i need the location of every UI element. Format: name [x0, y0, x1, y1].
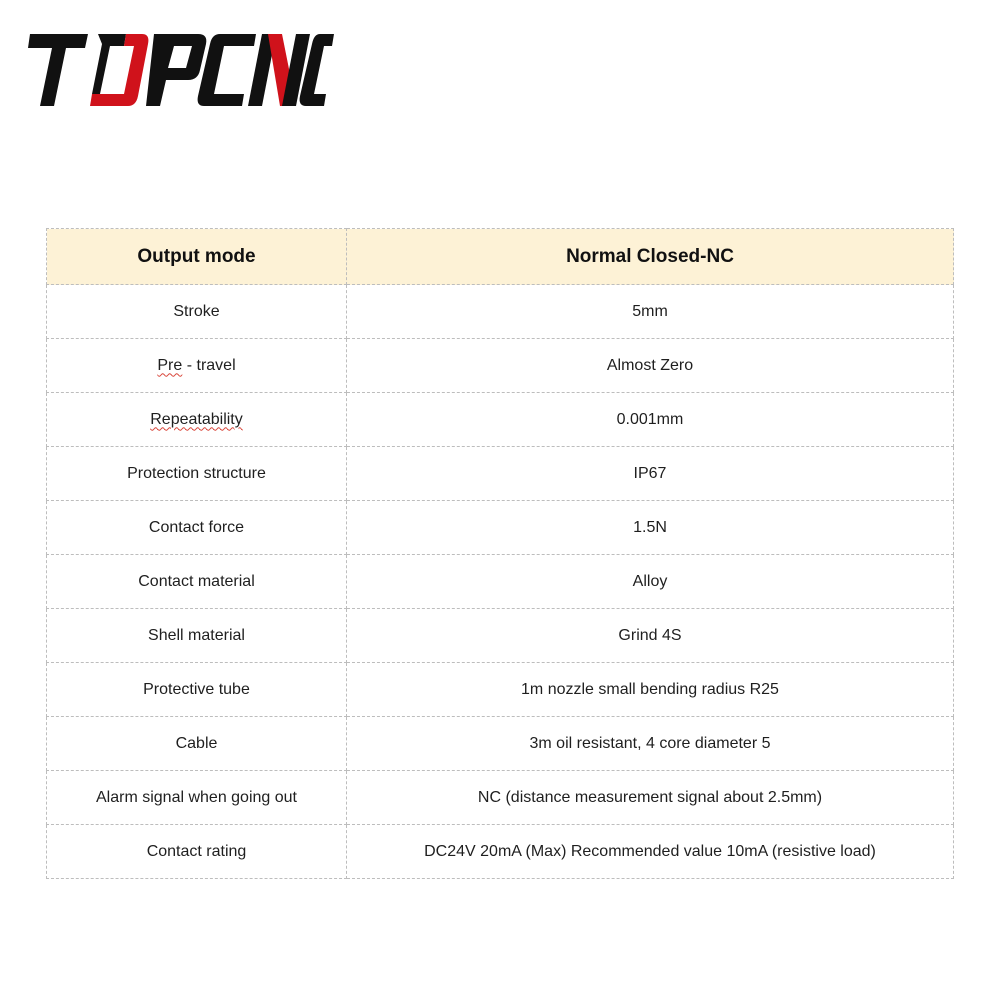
row-label — [47, 339, 347, 393]
row-value: DC24V 20mA (Max) Recommended value 10mA (resistive load) — [347, 825, 954, 879]
row-value: Alloy — [347, 555, 954, 609]
row-value: 3m oil resistant, 4 core diameter 5 — [347, 717, 954, 771]
row-label — [47, 393, 347, 447]
row-value: IP67 — [347, 447, 954, 501]
table-row — [47, 555, 954, 609]
spec-table — [46, 228, 954, 879]
row-label: Stroke — [47, 285, 347, 339]
header-label: Output mode — [47, 229, 347, 285]
table-header-row — [47, 229, 954, 285]
row-value: 0.001mm — [347, 393, 954, 447]
row-label: Shell material — [47, 609, 347, 663]
table-row — [47, 609, 954, 663]
topcnc-logo — [28, 30, 334, 110]
row-value: 1.5N — [347, 501, 954, 555]
table-row — [47, 717, 954, 771]
table-row — [47, 771, 954, 825]
row-value: 1m nozzle small bending radius R25 — [347, 663, 954, 717]
table-row — [47, 501, 954, 555]
table-row — [47, 285, 954, 339]
table-row — [47, 447, 954, 501]
table-row — [47, 339, 954, 393]
row-label: Protective tube — [47, 663, 347, 717]
table-row — [47, 393, 954, 447]
row-label: Contact force — [47, 501, 347, 555]
row-value: Almost Zero — [347, 339, 954, 393]
row-value: NC (distance measurement signal about 2.5mm) — [347, 771, 954, 825]
row-label-rest: - travel — [182, 356, 236, 374]
row-label: Contact material — [47, 555, 347, 609]
row-label-spellcheck: Pre — [157, 356, 183, 374]
row-label: Cable — [47, 717, 347, 771]
table-row — [47, 663, 954, 717]
header-value: Normal Closed-NC — [347, 229, 954, 285]
row-label-spellcheck: Repeatability — [150, 410, 243, 428]
row-value: 5mm — [347, 285, 954, 339]
row-label: Protection structure — [47, 447, 347, 501]
row-label: Contact rating — [47, 825, 347, 879]
row-value: Grind 4S — [347, 609, 954, 663]
row-label: Alarm signal when going out — [47, 771, 347, 825]
table-row — [47, 825, 954, 879]
